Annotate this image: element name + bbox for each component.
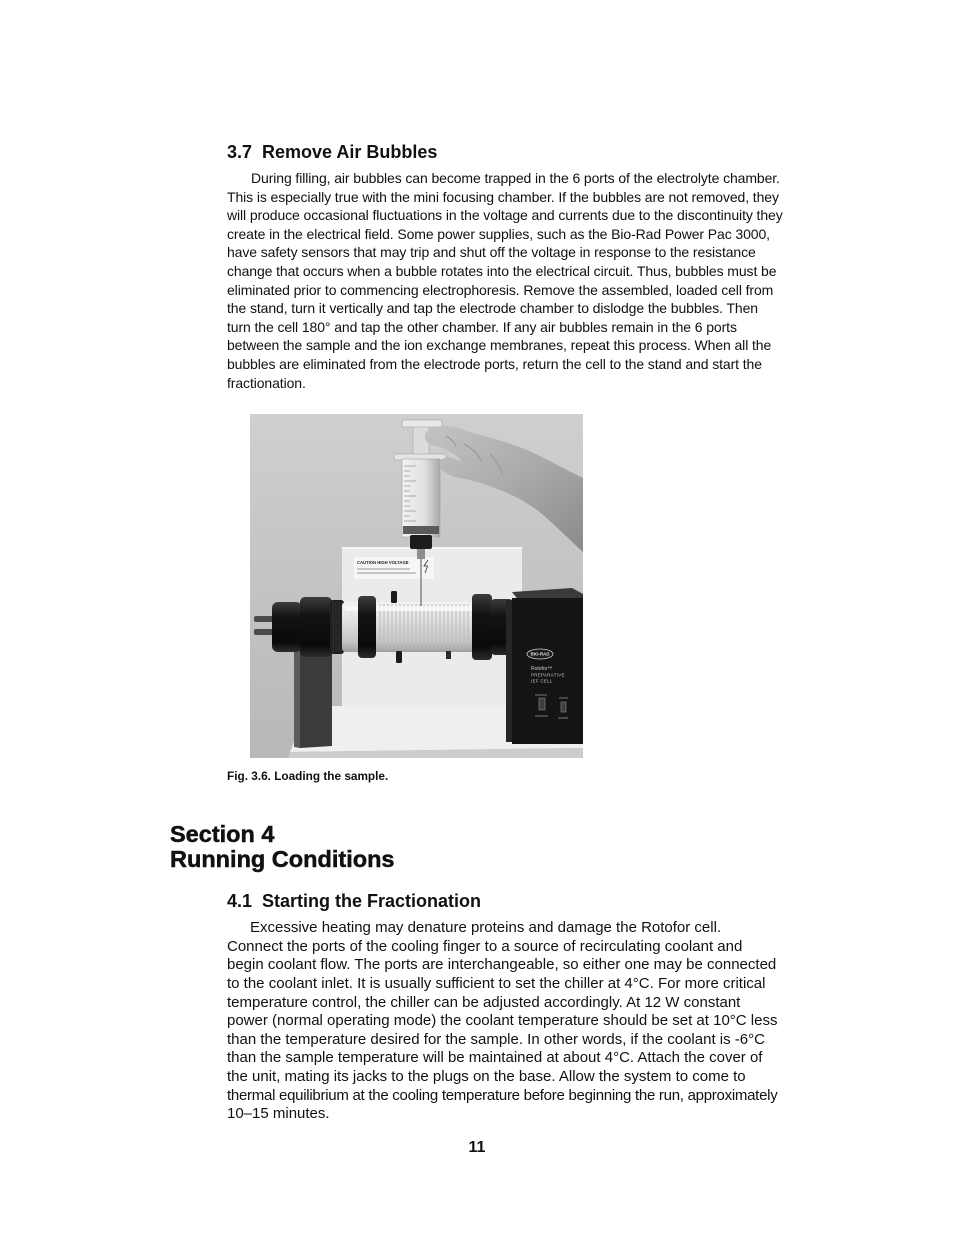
paragraph-line: than the temperature desired for the sample. In other words, if the coolant is -6°C: [227, 1030, 765, 1048]
left-chamber-ring: [358, 596, 376, 658]
syringe-thumb-rest: [402, 420, 442, 427]
paragraph-line: This is especially true with the mini focusing chamber. If the bubbles are not removed, they: [227, 188, 779, 205]
left-port-tube-upper: [254, 616, 274, 622]
section-4-title: [170, 822, 395, 872]
page-number: 11: [468, 1139, 486, 1156]
paragraph-line: power (normal operating mode) the coolant temperature should be set at 10°C less: [227, 1012, 778, 1030]
section-4-title-line-1: Section 4: [170, 821, 275, 847]
section-3-7-paragraph: [227, 169, 783, 392]
syringe-luer-hub: [410, 535, 432, 549]
bio-rad-logo-text: BIO-RAD: [530, 651, 550, 657]
power-control-box: [506, 588, 583, 744]
paragraph-line: 10–15 minutes.: [227, 1105, 330, 1123]
syringe-plunger-stopper: [403, 526, 439, 534]
syringe-nozzle: [417, 549, 425, 559]
chamber-top-knob: [391, 591, 397, 603]
back-panel-edge-shadow: [342, 547, 522, 549]
figure-3-6-photo: [250, 414, 583, 758]
paragraph-line: During filling, air bubbles can become trapped in the 6 ports of the electrolyte chamber.: [251, 170, 780, 186]
product-name-text: Rotofor™: [531, 666, 553, 672]
section-4-1-number: 4.1: [227, 891, 253, 911]
paragraph-line: have safety sensors that may trip and shut off the voltage in response to the resistance: [227, 244, 756, 261]
paragraph-line: fractionation.: [227, 374, 306, 391]
paragraph-line: than the sample temperature will be maintained at about 4°C. Attach the cover of: [227, 1049, 763, 1067]
left-inner-cap: [300, 597, 332, 657]
paragraph-line: begin coolant flow. The ports are interchangeable, so either one may be connected: [227, 956, 777, 974]
caution-label-text: CAUTION HIGH VOLTAGE: [357, 560, 409, 565]
section-4-title-line-2: Running Conditions: [170, 846, 395, 872]
power-switch: [561, 702, 566, 712]
paragraph-line: thermal equilibrium at the cooling temperature before beginning the run, approximately: [227, 1086, 778, 1104]
left-port-tube-lower: [254, 629, 274, 635]
paragraph-line: bubbles are eliminated from the electrode ports, return the cell to the stand and start the: [227, 356, 762, 373]
syringe-plunger-rod: [413, 426, 429, 458]
left-outer-cap: [272, 602, 302, 652]
section-4-1-title: Starting the Fractionation: [262, 891, 482, 911]
chamber-bottom-knob-small: [446, 651, 451, 659]
paragraph-line: Connect the ports of the cooling finger to a source of recirculating coolant and: [227, 937, 743, 955]
section-3-7-title: Remove Air Bubbles: [262, 142, 438, 162]
section-3-7-heading: [227, 141, 437, 163]
product-line-3-text: IEF CELL: [531, 678, 553, 684]
caution-label: [354, 557, 434, 579]
loading-sample-photo: [250, 414, 583, 758]
paragraph-line: will produce occasional fluctuations in the voltage and currents due to the discontinuity they: [227, 207, 783, 224]
paragraph-line: eliminated prior to commencing electrophoresis. Remove the assembled, loaded cell from: [227, 281, 774, 298]
paragraph-line: temperature control, the chiller can be adjusted accordingly. At 12 W constant: [227, 993, 741, 1011]
run-switch: [539, 698, 545, 710]
chamber-bottom-knob: [396, 651, 402, 663]
right-chamber-ring: [472, 594, 492, 660]
paragraph-line: create in the electrical field. Some power supplies, such as the Bio-Rad Power Pac 3000,: [227, 225, 770, 242]
paragraph-line: between the sample and the ion exchange membranes, repeat this process. When all the: [227, 337, 772, 354]
section-4-1-heading: [227, 890, 481, 912]
figure-caption: Fig. 3.6. Loading the sample.: [227, 769, 389, 783]
paragraph-line: the unit, mating its jacks to the plugs on the base. Allow the system to come to: [227, 1068, 746, 1086]
section-4-1-paragraph: [227, 919, 777, 1124]
paragraph-line: the stand, turn it vertically and tap the electrode chamber to dislodge the bubbles. Then: [227, 300, 758, 317]
product-line-2-text: PREPARATIVE: [531, 672, 565, 678]
paragraph-line: turn the cell 180° and tap the other chamber. If any air bubbles remain in the 6 ports: [227, 318, 737, 335]
paragraph-line: to the coolant inlet. It is usually sufficient to set the chiller at 4°C. For more critical: [227, 974, 766, 992]
paragraph-line: change that occurs when a bubble rotates into the electrical circuit. Thus, bubbles must be: [227, 263, 777, 280]
paragraph-line: Excessive heating may denature proteins and damage the Rotofor cell.: [250, 919, 722, 936]
section-3-7-number: 3.7: [227, 142, 253, 162]
